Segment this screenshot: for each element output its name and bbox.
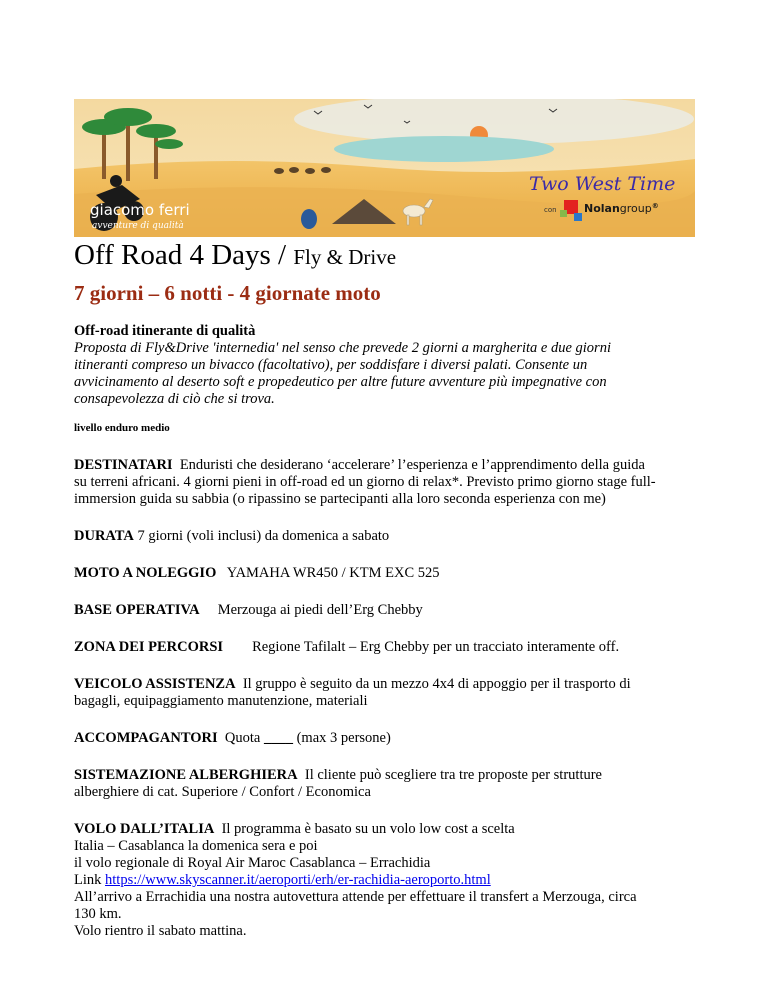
document-body [74, 238, 714, 940]
section-veicolo: VEICOLO ASSISTENZA Il gruppo è seguito da un mezzo 4x4 di appoggio per il trasporto di bagagli, equipaggiamento manutenzione, materiali [74, 676, 631, 709]
partner-title: Two West Time [529, 173, 676, 195]
intro-heading: Off-road itinerante di qualità [74, 323, 256, 339]
partner-con: con [544, 206, 557, 214]
partner-name: Nolangroup® [584, 202, 659, 215]
section-zona: ZONA DEI PERCORSI Regione Tafilalt – Erg Chebby per un tracciato interamente off. [74, 639, 620, 655]
level-label: livello enduro medio [74, 422, 170, 434]
desert-banner-illustration [74, 99, 695, 237]
intro-line: Proposta di Fly&Drive 'internedia' nel senso che prevede 2 giorni a margherita e due giorni [74, 340, 611, 356]
page-title: Off Road 4 Days / Fly & Drive [74, 239, 397, 271]
brand-name: giacomo ferri [90, 201, 190, 219]
skyscanner-link[interactable]: https://www.skyscanner.it/aeroporti/erh/er-rachidia-aeroporto.html [105, 872, 491, 888]
section-sistemazione: SISTEMAZIONE ALBERGHIERA Il cliente può scegliere tra tre proposte per strutture alberghiere di cat. Superiore / Confort / Economica [74, 767, 602, 800]
oasis-lake [334, 136, 554, 162]
intro-line: itineranti compreso un bivacco (facoltativo), per soddisfare i diversi palati. Consente un [74, 357, 588, 373]
section-durata: DURATA 7 giorni (voli inclusi) da domenica a sabato [74, 528, 390, 544]
intro-line: avvicinamento al deserto soft e propedeutico per altre future avventure più impegnative con [74, 374, 607, 390]
section-destinatari: DESTINATARI Enduristi che desiderano ‘accelerare’ l’esperienza e l’apprendimento della guida su terreni africani. 4 giorni pieni in off-road ed un giorno di relax*. Previsto primo giorno stage full- immersion guida su sabbia (o ripassino se partecipanti alla loro seconda esperienza con me) [74, 457, 656, 507]
page-subtitle: 7 giorni – 6 notti - 4 giornate moto [74, 281, 381, 305]
section-moto: MOTO A NOLEGGIO YAMAHA WR450 / KTM EXC 525 [74, 565, 440, 581]
intro-line: consapevolezza di ciò che si trova. [74, 391, 275, 407]
intro-section [74, 323, 714, 437]
section-volo: VOLO DALL’ITALIA Il programma è basato su un volo low cost a scelta Italia – Casablanca la domenica sera e poi il volo regionale di Royal Air Maroc Casablanca – Errachidia Link https://www.skyscanner.it/aeroporti/erh/er-rachidia-aeroporto.html All’arrivo a Errachidia una nostra autovettura attende per effettuare il transfert a Merzouga, circa 130 km. Volo rientro il sabato mattina. [74, 821, 637, 939]
brand-tagline: avventure di qualità [92, 221, 184, 231]
section-accompagnatori: ACCOMPAGANTORI Quota ____ (max 3 persone) [74, 730, 391, 746]
banner-image [74, 99, 695, 237]
section-base: BASE OPERATIVA Merzouga ai piedi dell’Erg Chebby [74, 602, 423, 618]
